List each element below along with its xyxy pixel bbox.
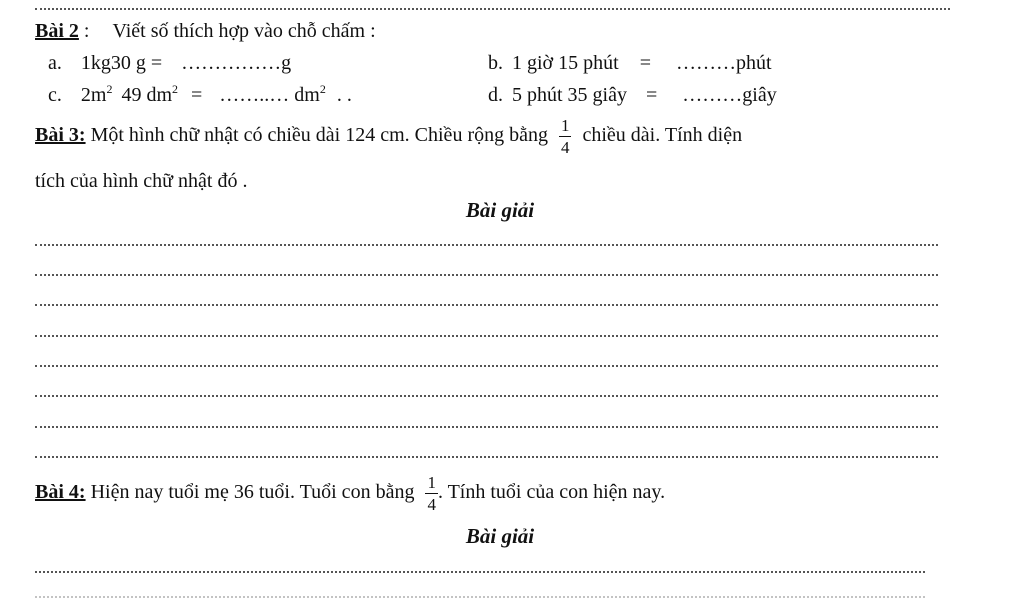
item-c-label: c. — [48, 84, 62, 106]
bai2-item-a — [48, 52, 291, 75]
item-c-m — [81, 84, 113, 106]
bai3-text-1: Một hình chữ nhật có chiều dài 124 cm. Chiều rộng bằng — [90, 124, 548, 147]
item-b-eq: = — [639, 52, 651, 74]
item-d-unit: giây — [742, 84, 777, 106]
item-c-blank[interactable]: ……..… — [219, 84, 290, 106]
bai3-answer-line[interactable] — [35, 335, 938, 337]
item-c-unit-value: dm — [294, 84, 320, 106]
top-dotted-rule — [35, 8, 950, 10]
bai3-frac-den: 4 — [560, 138, 570, 157]
item-b-blank[interactable]: ……… — [675, 52, 736, 74]
bai4-frac-num: 1 — [427, 473, 436, 492]
item-a-label: a. — [48, 52, 62, 74]
bai4-text-1: Hiện nay tuổi mẹ 36 tuổi. Tuổi con bằng — [90, 481, 415, 504]
bai3-answer-line[interactable] — [35, 365, 938, 367]
item-c-dm — [121, 84, 178, 106]
bai2-item-c — [48, 84, 352, 107]
bai3-text-2: chiều dài. Tính diện — [582, 124, 743, 147]
bai2-prompt: Viết số thích hợp vào chỗ chấm : — [112, 20, 376, 42]
bai3-fraction — [559, 117, 572, 156]
bai4-fraction — [425, 474, 438, 513]
bai4-answer-line[interactable] — [35, 571, 925, 573]
bai2-colon: : — [78, 20, 90, 42]
bai4-solution-heading: Bài giải — [465, 524, 535, 548]
item-a-left: 1kg30 g = — [80, 52, 163, 74]
item-c-m-exp: 2 — [106, 82, 113, 96]
bai2-heading — [35, 20, 376, 43]
bai3-answer-line[interactable] — [35, 304, 938, 306]
bai3-answer-line[interactable] — [35, 244, 938, 246]
bai3-line2: tích của hình chữ nhật đó . — [35, 170, 248, 192]
bai4-text-2: . Tính tuổi của con hiện nay. — [437, 481, 666, 504]
item-c-unit-exp: 2 — [319, 82, 326, 96]
bai4-answer-line[interactable] — [35, 596, 925, 598]
item-c-dm-value: 49 dm — [121, 84, 173, 106]
item-d-label: d. — [488, 84, 503, 106]
bai2-title: Bài 2 — [35, 20, 79, 42]
item-b-unit: phút — [735, 52, 772, 74]
bai3-frac-num: 1 — [560, 116, 570, 135]
item-a-blank[interactable]: …………… — [181, 52, 282, 74]
item-d-blank[interactable]: ……… — [682, 84, 743, 106]
item-b-label: b. — [488, 52, 503, 74]
item-a-unit: g — [281, 52, 292, 74]
item-c-tail: . . — [336, 84, 352, 106]
item-d-eq: = — [646, 84, 658, 106]
bai4-line1 — [35, 474, 665, 513]
item-c-unit — [294, 84, 326, 106]
item-c-m-value: 2m — [80, 84, 107, 106]
bai3-answer-line[interactable] — [35, 456, 938, 458]
bai3-answer-line[interactable] — [35, 395, 938, 397]
item-d-left: 5 phút 35 giây — [512, 84, 627, 106]
bai4-title: Bài 4: — [35, 481, 86, 504]
item-c-dm-exp: 2 — [172, 82, 179, 96]
item-b-left: 1 giờ 15 phút — [512, 52, 619, 74]
bai2-item-d — [488, 84, 777, 107]
bai3-line1 — [35, 117, 742, 156]
bai3-answer-line[interactable] — [35, 274, 938, 276]
bai3-answer-line[interactable] — [35, 426, 938, 428]
bai2-item-b — [488, 52, 772, 75]
item-c-eq: = — [191, 84, 203, 106]
bai3-title: Bài 3: — [35, 124, 86, 147]
bai4-frac-den: 4 — [427, 495, 436, 514]
bai3-solution-heading: Bài giải — [465, 198, 535, 222]
